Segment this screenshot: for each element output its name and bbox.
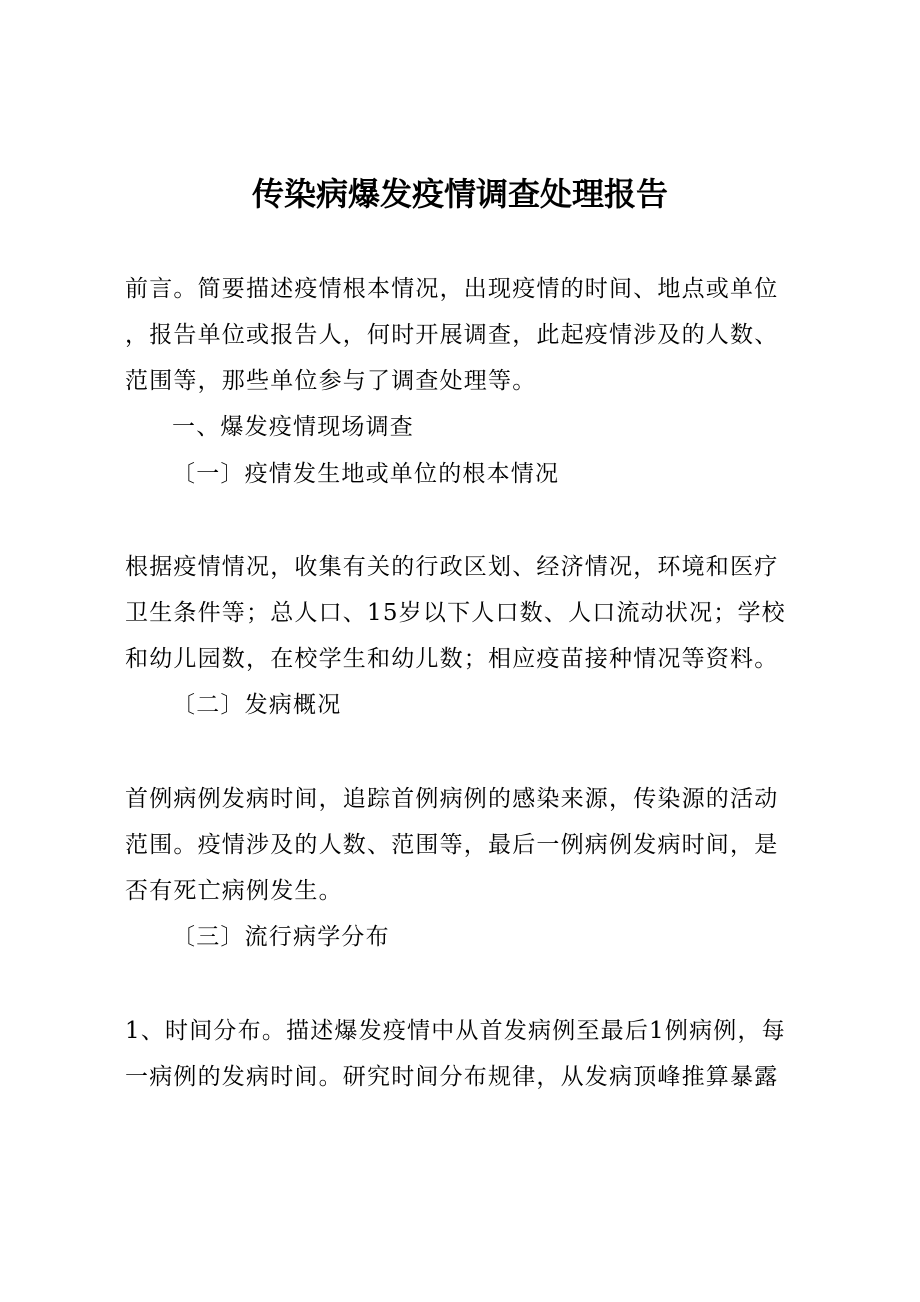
preface-line-1: 前言。简要描述疫情根本情况，出现疫情的时间、地点或单位 bbox=[125, 276, 779, 302]
paragraph-1-line-2: 卫生条件等；总人口、15岁以下人口数、人口流动状况；学校 bbox=[125, 600, 786, 626]
subsection-heading-3: 〔三〕流行病学分布 bbox=[172, 924, 390, 950]
paragraph-2-line-1: 首例病例发病时间，追踪首例病例的感染来源，传染源的活动 bbox=[125, 786, 779, 812]
section-heading-1: 一、爆发疫情现场调查 bbox=[172, 414, 414, 440]
preface-line-2: ，报告单位或报告人，何时开展调查，此起疫情涉及的人数、 bbox=[125, 322, 779, 348]
paragraph-3-line-1: 1、时间分布。描述爆发疫情中从首发病例至最后1例病例，每 bbox=[125, 1018, 786, 1044]
paragraph-1-line-1: 根据疫情情况，收集有关的行政区划、经济情况，环境和医疗 bbox=[125, 554, 779, 580]
paragraph-3-line-2: 一病例的发病时间。研究时间分布规律，从发病顶峰推算暴露 bbox=[125, 1064, 779, 1090]
paragraph-2-line-2: 范围。疫情涉及的人数、范围等，最后一例病例发病时间，是 bbox=[125, 832, 779, 858]
subsection-heading-1: 〔一〕疫情发生地或单位的根本情况 bbox=[172, 461, 560, 487]
paragraph-1-line-3: 和幼儿园数，在校学生和幼儿数；相应疫苗接种情况等资料。 bbox=[125, 646, 779, 672]
preface-line-3: 范围等，那些单位参与了调查处理等。 bbox=[125, 368, 537, 394]
document-title: 传染病爆发疫情调查处理报告 bbox=[251, 175, 668, 213]
subsection-heading-2: 〔二〕发病概况 bbox=[172, 692, 342, 718]
paragraph-2-line-3: 否有死亡病例发生。 bbox=[125, 878, 343, 904]
